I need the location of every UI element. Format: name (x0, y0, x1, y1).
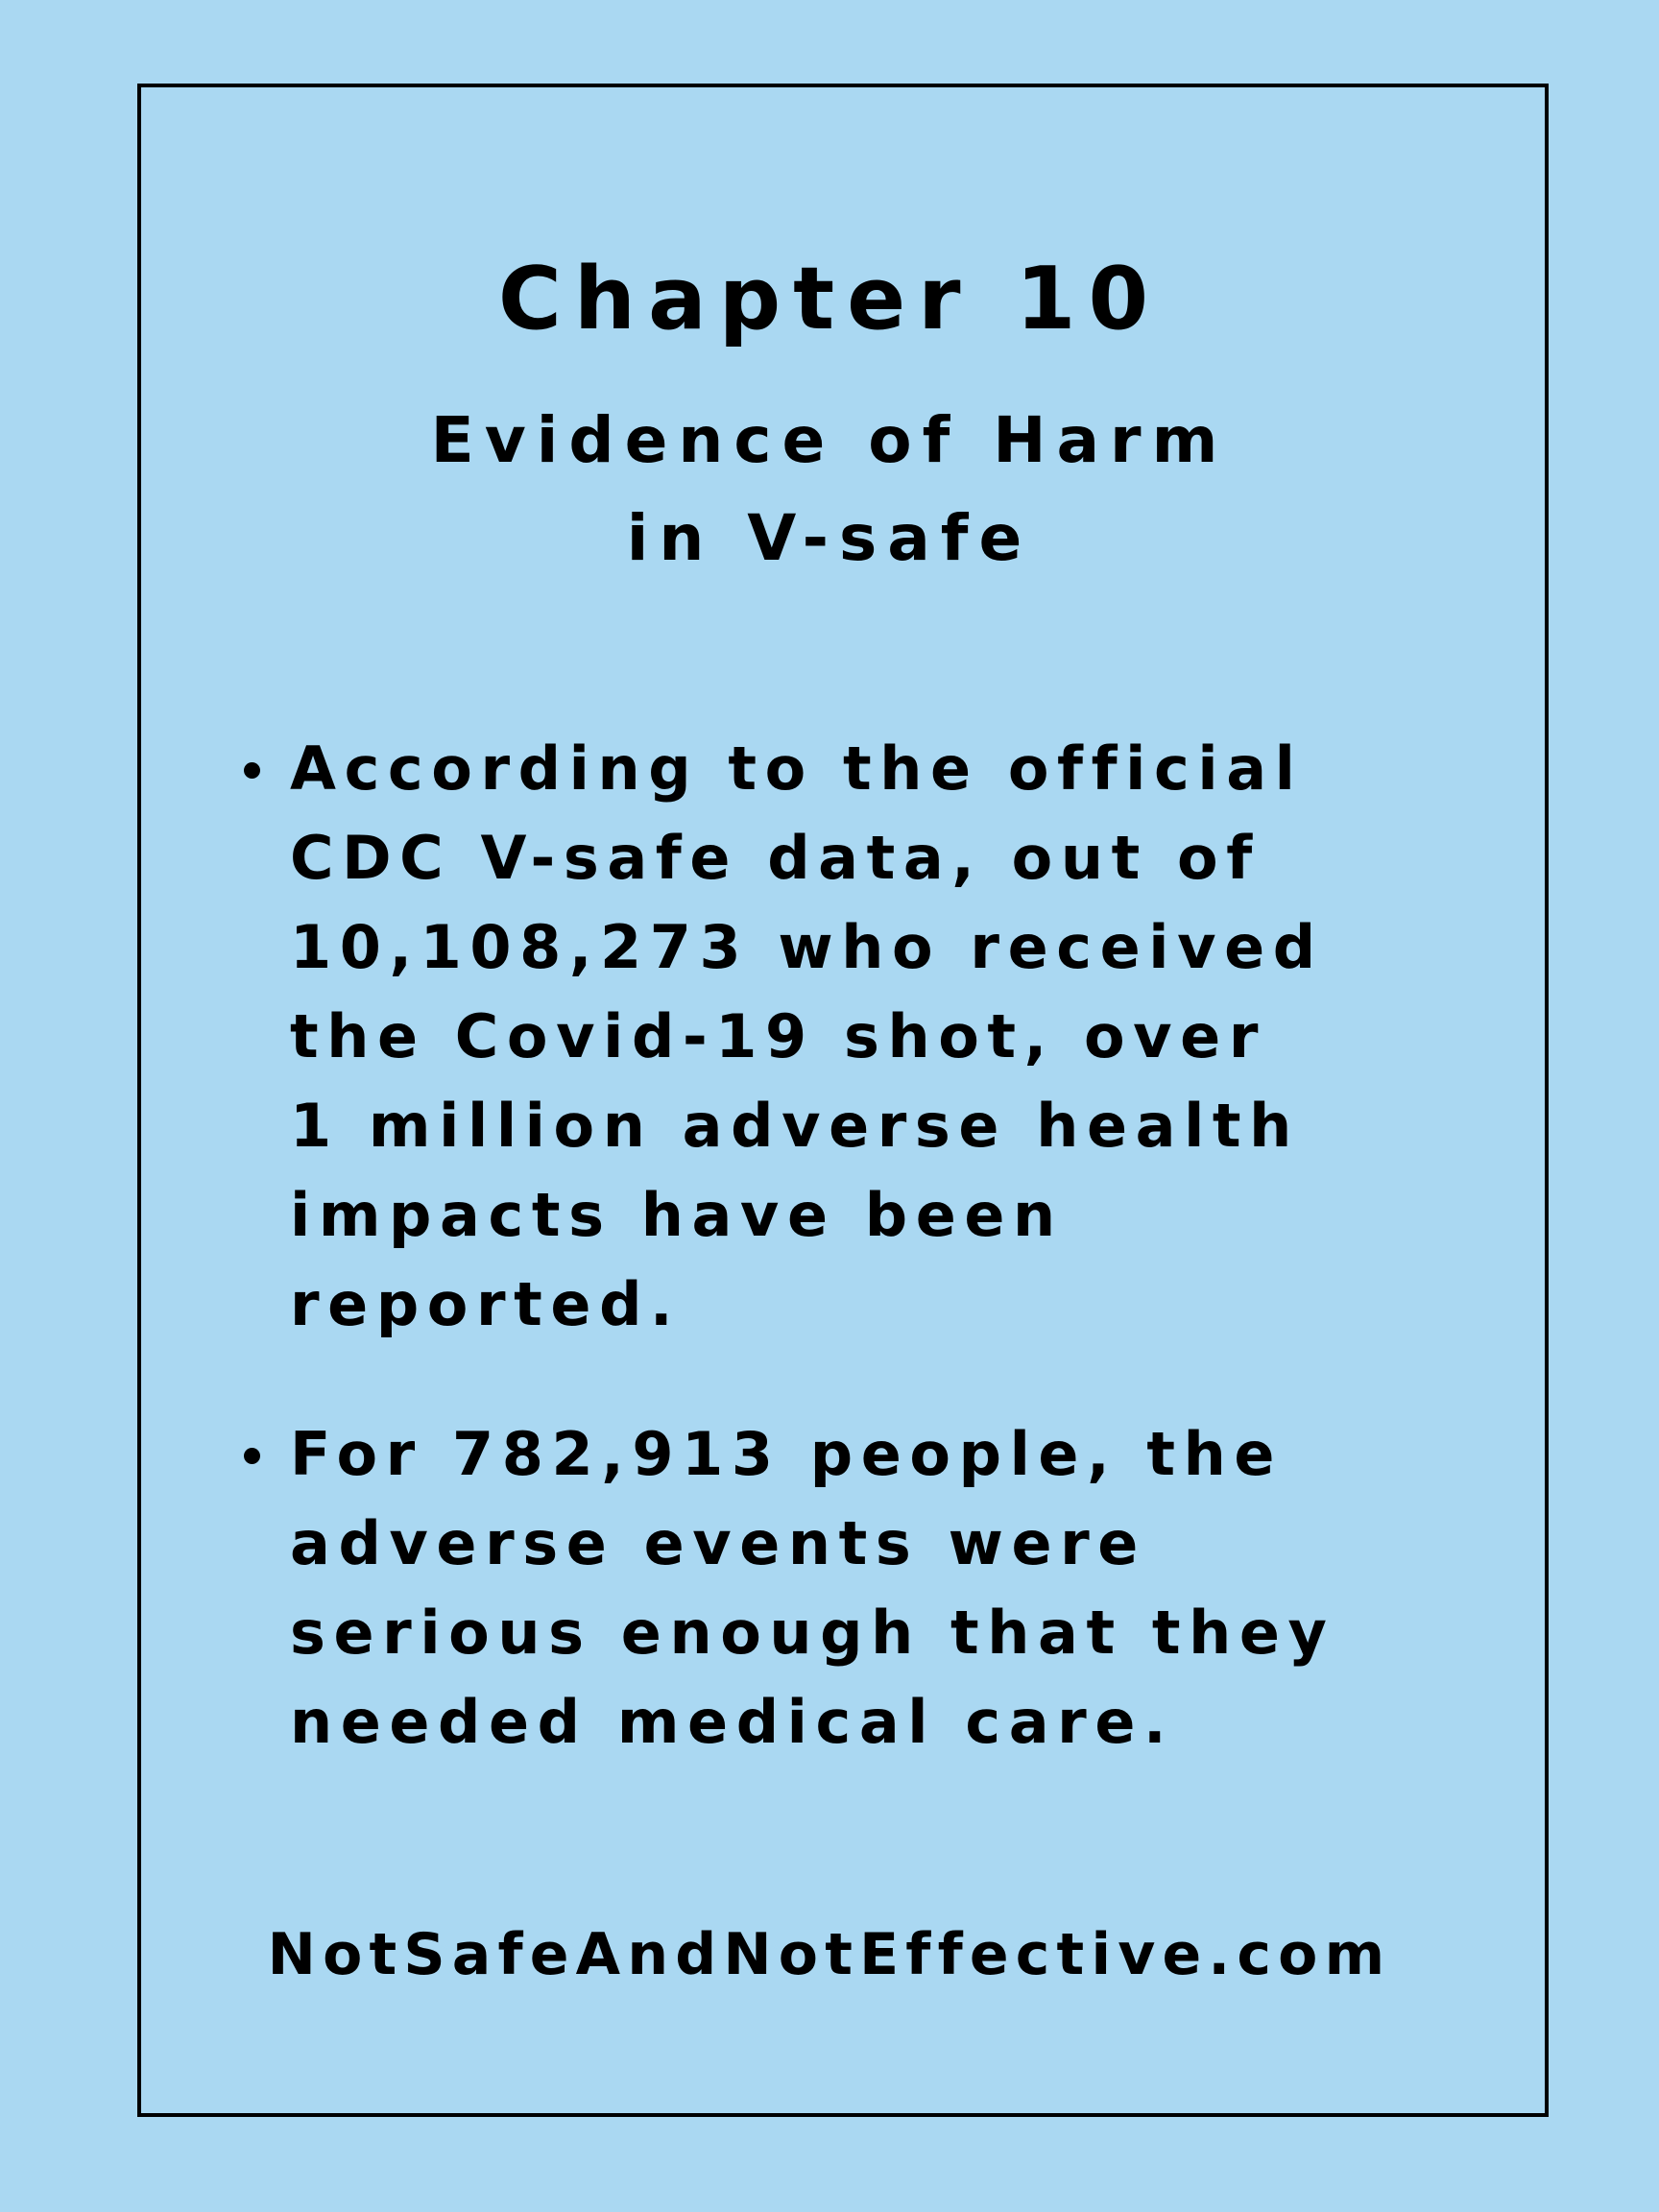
bullet-item (240, 724, 1421, 1349)
bullet-list (240, 724, 1421, 1767)
bullet-text-line: For 782,913 people, the (290, 1419, 1284, 1489)
bullet-dot-icon (244, 1448, 260, 1464)
website-url: NotSafeAndNotEffective.com (267, 1921, 1392, 1988)
bullet-text-line: needed medical care. (290, 1687, 1175, 1757)
chapter-title: Chapter 10 (497, 249, 1162, 349)
subtitle-line: Evidence of Harm (430, 403, 1229, 477)
bullet-item (240, 1409, 1421, 1767)
bullet-text-line: the Covid-19 shot, over (290, 1001, 1266, 1071)
bullet-text-line: reported. (290, 1269, 682, 1339)
bullet-text-line: impacts have been (290, 1180, 1064, 1250)
chapter-subtitle (0, 392, 1659, 588)
bullet-text-line: adverse events were (290, 1508, 1146, 1578)
bullet-text-line: 1 million adverse health (290, 1091, 1300, 1161)
bullet-dot-icon (244, 762, 260, 779)
bullet-text-line: serious enough that they (290, 1598, 1335, 1668)
bullet-text-line: 10,108,273 who received (290, 912, 1324, 982)
subtitle-line: in V-safe (626, 501, 1033, 575)
bullet-text-line: According to the official (290, 733, 1304, 804)
bullet-text-line: CDC V-safe data, out of (290, 823, 1261, 893)
